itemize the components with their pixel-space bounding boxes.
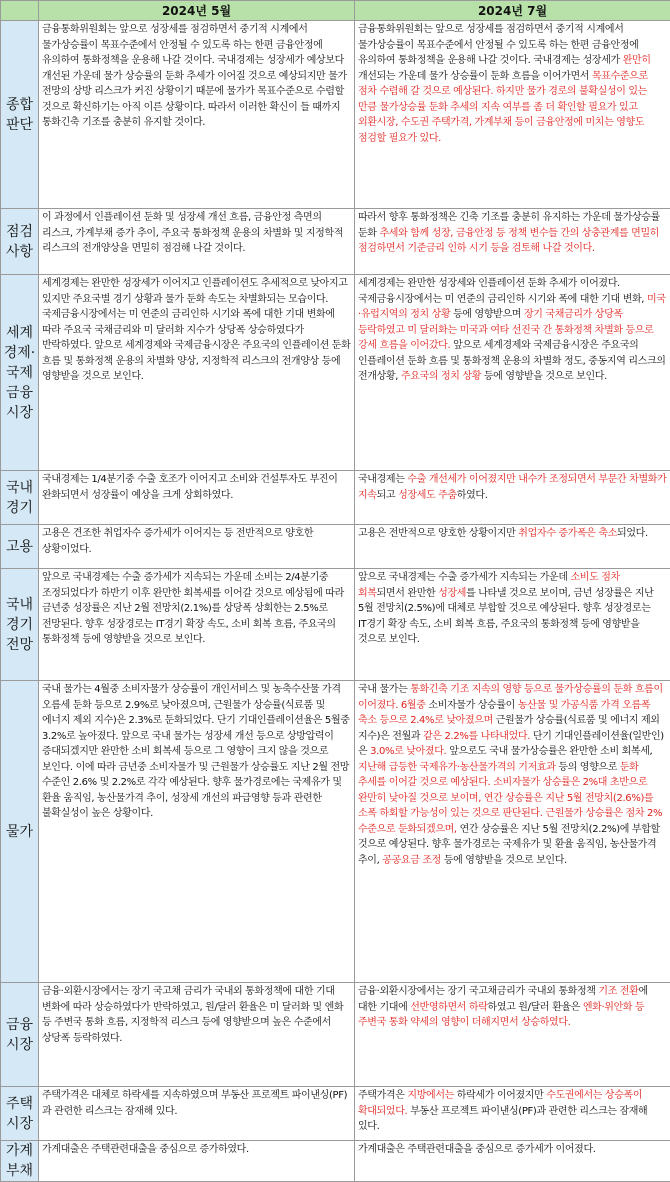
body-text: 단기 기대인플레이션율(일반인)은 bbox=[358, 731, 664, 758]
highlight-text: 장기 국채금리가 상당폭 등락하였고 미 달러화는 미국과 여타 선진국 간 통화정책 차별화 등으로 강세 흐름을 이어갔다. bbox=[358, 309, 653, 351]
table-row bbox=[1, 1141, 670, 1182]
highlight-text: 지난해 급등한 국제유가·농산물가격의 기저효과 bbox=[358, 762, 556, 773]
highlight-text: 3.0%로 낮아졌다. bbox=[370, 746, 446, 757]
body-text: 주택가격은 대체로 하락세를 지속하였으며 부동산 프로젝트 파이낸싱(PF)과 관련한 리스크는 잠재해 있다. bbox=[42, 1090, 347, 1117]
highlight-text: 둔화 추세를 이어갈 것으로 예상된다. 소비자물가 상승률은 2%대 초반으로 완만히 낮아질 것으로 보이며, 연간 상승률은 지난 5월 전망치(2.6%)를 소폭 하회할 가능성이 있는 것으로 판단된다. 근원물가 상승률은 점차 2% 수준으로 둔화되겠으며, bbox=[358, 762, 662, 835]
body-text: 근원물가 상승률(식료품 및 에너지 제외 지수)은 전월과 bbox=[358, 715, 660, 742]
highlight-text: 목표수준으로 점차 수렴해 갈 것으로 예상된다. 하지만 물가 경로의 불확실성이 있는 만큼 물가상승률 둔화 추세의 지속 여부를 좀 더 확인할 필요가 있고 외환시장, 수도권 주택가격, 가계부채 등이 금융안정에 미치는 영향도 점검할 필요가 있다. bbox=[358, 71, 648, 144]
table-row bbox=[1, 209, 670, 275]
body-text: 국내경제는 1/4분기중 수출 호조가 이어지고 소비와 건설투자도 부진이 완화되면서 성장률이 예상을 크게 상회하였다. bbox=[42, 474, 338, 501]
cell-may bbox=[39, 1087, 355, 1141]
body-text: 가계대출은 주택관련대출을 중심으로 증가하였다. bbox=[42, 1144, 249, 1155]
row-category: 고용 bbox=[1, 525, 39, 569]
body-text: 금융·외환시장에서는 장기 국고채 금리가 국내외 통화정책에 대한 기대 변화에 따라 상승하였다가 반락하였고, 원/달러 환율은 미 달러화 및 엔화 등 주변국 통화 흐름, 지정학적 리스크 등에 영향받으며 높은 수준에서 상당폭 등락하였다. bbox=[42, 986, 343, 1044]
body-text: 하락세가 이어졌지만 bbox=[454, 1090, 546, 1101]
body-text: 금융·외환시장에서는 장기 국고채금리가 국내외 통화정책 bbox=[358, 986, 598, 997]
body-text: 가계대출은 주택관련대출을 중심으로 증가세가 이어졌다. bbox=[358, 1144, 596, 1155]
table-row bbox=[1, 569, 670, 681]
header-july: 2024년 7월 bbox=[355, 1, 670, 21]
body-text: 앞으로 국내경제는 수출 증가세가 지속되는 가운데 bbox=[358, 572, 570, 583]
cell-july bbox=[355, 569, 670, 681]
table-body bbox=[1, 21, 670, 1182]
body-text: 세계경제는 완만한 성장세가 이어지고 인플레이션도 추세적으로 낮아지고 있지만 주요국별 경기 상황과 물가 둔화 속도는 차별화되는 모습이다.국제금융시장에서는 미 연준의 금리인하 시기와 폭에 대한 기대 변화에 따라 주요국 국채금리와 미 달러화 지수가 상당폭 상승하였다가 반락하였다. 앞으로 세계경제와 국제금융시장은 주요국의 인플레이션 둔화 흐름 및 통화정책 운용의 차별화 양상, 지정학적 리스크의 전개양상 등에 영향받을 것으로 보인다. bbox=[42, 278, 350, 382]
highlight-text: 성장세 bbox=[438, 588, 466, 599]
highlight-text: 주요국의 정치 상황 bbox=[401, 371, 481, 382]
table-row bbox=[1, 471, 670, 525]
body-text: 등의 영향으로 bbox=[556, 762, 620, 773]
body-text: 소비자물가 상승률이 bbox=[426, 700, 518, 711]
row-category: 국내경기 bbox=[1, 471, 39, 525]
highlight-text: 완만히 bbox=[623, 55, 651, 66]
row-category: 금융시장 bbox=[1, 983, 39, 1087]
body-text: 등에 영향받을 것으로 보인다. bbox=[441, 855, 567, 866]
highlight-text: 선반영하면서 하락 bbox=[410, 1002, 487, 1013]
highlight-text: 소비도 점차 회복 bbox=[358, 572, 620, 599]
body-text: 금융통화위원회는 앞으로 성장세를 점검하면서 중기적 시계에서 물가상승률이 목표수준에서 안정될 수 있도록 하는 한편 금융안정에 유의하여 통화정책을 운용해 나갈 것이다. 국내경제는 성장세가 bbox=[358, 24, 638, 66]
cell-july bbox=[355, 1141, 670, 1182]
row-category: 점검사항 bbox=[1, 209, 39, 275]
cell-may bbox=[39, 681, 355, 983]
highlight-text: 취업자수 증가폭은 축소 bbox=[518, 528, 617, 539]
body-text: 되고 bbox=[377, 490, 398, 501]
highlight-text: 공공요금 조정 bbox=[382, 855, 441, 866]
row-category: 국내경기전망 bbox=[1, 569, 39, 681]
table-row bbox=[1, 983, 670, 1087]
row-category: 종합판단 bbox=[1, 21, 39, 209]
highlight-text: 수출 개선세가 이어졌지만 내수가 조정되면서 부문간 차별화가 지속 bbox=[358, 474, 666, 501]
header-row bbox=[1, 1, 670, 21]
highlight-text: 지방에서는 bbox=[407, 1090, 454, 1101]
cell-july bbox=[355, 983, 670, 1087]
table-row bbox=[1, 681, 670, 983]
header-may: 2024년 5월 bbox=[39, 1, 355, 21]
highlight-text: 통화긴축 기조 지속의 영향 등으로 물가상승률의 둔화 흐름이 이어졌다. 6월중 bbox=[358, 684, 663, 711]
highlight-text: 같은 2.2%를 나타내었다. bbox=[423, 731, 530, 742]
row-category: 물가 bbox=[1, 681, 39, 983]
table-row bbox=[1, 275, 670, 471]
cell-may bbox=[39, 275, 355, 471]
cell-july bbox=[355, 275, 670, 471]
body-text: 부동산 프로젝트 파이낸싱(PF)과 관련한 리스크는 잠재해 있다. bbox=[358, 1106, 647, 1133]
body-text: 이 과정에서 인플레이션 둔화 및 성장세 개선 흐름, 금융안정 측면의 리스크, 가계부채 증가 추이, 주요국 통화정책 운용의 차별화 및 지정학적 리스크의 전개양상을 면밀히 점검해 나갈 것이다. bbox=[42, 212, 343, 254]
body-text: 되면서 완만한 bbox=[377, 588, 439, 599]
body-text: 앞으로 세계경제와 국제금융시장은 주요국의 인플레이션 둔화 흐름 및 통화정책 운용의 차별화 정도, 중동지역 리스크의 전개상황, bbox=[358, 340, 666, 382]
cell-may bbox=[39, 21, 355, 209]
cell-may bbox=[39, 983, 355, 1087]
body-text: 국내 물가는 bbox=[358, 684, 410, 695]
body-text: 에 대한 기대에 bbox=[358, 986, 648, 1013]
body-text: 국내경제는 bbox=[358, 474, 407, 485]
cell-july bbox=[355, 681, 670, 983]
cell-july bbox=[355, 525, 670, 569]
body-text: 개선되는 가운데 물가 상승률이 둔화 흐름을 이어가면서 bbox=[358, 71, 592, 82]
cell-may bbox=[39, 569, 355, 681]
body-text: 국내 물가는 4월중 소비자물가 상승률이 개인서비스 및 농축수산물 가격 오름세 둔화 등으로 2.9%로 낮아졌으며, 근원물가 상승률(식료품 및 에너지 제외 지수)은 2.3%로 둔화되었다. 단기 기대인플레이션율은 5월중 3.2%로 높아졌다. 앞으로 국내 물가는 성장세 개선 등으로 상방압력이 증대되겠지만 완만한 소비 회복세 등으로 그 영향이 크지 않을 것으로 보인다. 이에 따라 금년중 소비자물가 및 근원물가 상승률도 지난 2월 전망 수준인 2.6% 및 2.2%로 각각 예상된다. 향후 물가경로에는 국제유가 및 환율 움직임, 농산물가격 추이, 성장세 개선의 파급영향 등과 관련한 불확실성이 높은 상황이다. bbox=[42, 684, 350, 819]
body-text: 등에 영향받으며 bbox=[450, 309, 524, 320]
header-corner bbox=[1, 1, 39, 21]
body-text: 고용은 견조한 취업자수 증가세가 이어지는 등 전반적으로 양호한 상황이었다. bbox=[42, 528, 313, 555]
highlight-text: 추세와 함께 성장, 금융안정 등 정책 변수들 간의 상충관계를 면밀히 점검하면서 기준금리 인하 시기 등을 검토해 나갈 것이다. bbox=[358, 228, 659, 255]
body-text: 등에 영향받을 것으로 보인다. bbox=[481, 371, 607, 382]
highlight-text: 기조 전환 bbox=[598, 986, 638, 997]
body-text: 하였고 원/달러 환율은 bbox=[488, 1002, 583, 1013]
table-row bbox=[1, 21, 670, 209]
cell-may bbox=[39, 209, 355, 275]
row-category: 가계부채 bbox=[1, 1141, 39, 1182]
body-text: 앞으로 국내경제는 수출 증가세가 지속되는 가운데 소비는 2/4분기중 조정되었다가 하반기 이후 완만한 회복세를 이어갈 것으로 예상됨에 따라 금년중 성장률은 지난 2월 전망치(2.1%)를 상당폭 상회한는 2.5%로 전망된다. 향후 성장경로는 IT경기 확장 속도, 소비 회복 흐름, 주요국의 통화정책 등에 영향받을 것으로 보인다. bbox=[42, 572, 344, 645]
highlight-text: 엔화·위안화 등 주변국 통화 약세의 영향이 더해지면서 상승하였다. bbox=[358, 1002, 644, 1029]
highlight-text: 농산물 및 가공식품 가격 오름폭 축소 등으로 2.4%로 낮아졌으며 bbox=[358, 700, 650, 727]
cell-may bbox=[39, 1141, 355, 1182]
cell-may bbox=[39, 525, 355, 569]
cell-july bbox=[355, 209, 670, 275]
body-text: 고용은 전반적으로 양호한 상황이지만 bbox=[358, 528, 518, 539]
body-text: 따라서 향후 통화정책은 긴축 기조를 충분히 유지하는 가운데 물가상승률 둔화 bbox=[358, 212, 660, 239]
body-text: 금융통화위원회는 앞으로 성장세를 점검하면서 중기적 시계에서 물가상승률이 목표수준에서 안정될 수 있도록 하는 한편 금융안정에 유의하여 통화정책을 운용해 나갈 것이다. 국내경제는 성장세가 예상보다 개선된 가운데 물가 상승률의 둔화 추세가 이어질 것으로 예상되지만 물가 전망의 상방 리스크가 커진 상황이기 때문에 물가가 목표수준으로 수렴할 것으로 확신하기는 아직 이른 상황이다. 따라서 이러한 확신이 들 때까지 통화긴축 기조를 충분히 유지할 것이다. bbox=[42, 24, 347, 128]
body-text: 하였다. bbox=[457, 490, 488, 501]
cell-july bbox=[355, 21, 670, 209]
body-text: 를 나타낼 것으로 보이며, 금년 성장률은 지난 5월 전망치(2.5%)에 대체로 부합할 것으로 예상된다. 향후 성장경로는 IT경기 확장 속도, 소비 회복 흐름, 주요국의 통화정책 등에 영향받을 것으로 보인다. bbox=[358, 588, 653, 646]
table-row bbox=[1, 525, 670, 569]
highlight-text: 성장세도 주춤 bbox=[398, 490, 457, 501]
cell-may bbox=[39, 471, 355, 525]
body-text: 되었다. bbox=[617, 528, 648, 539]
table-row bbox=[1, 1087, 670, 1141]
cell-july bbox=[355, 471, 670, 525]
highlight-text: 수도권에서는 상승폭이 확대되었다. bbox=[358, 1090, 642, 1117]
row-category: 주택시장 bbox=[1, 1087, 39, 1141]
body-text: 앞으로도 국내 물가상승률은 완만한 소비 회복세, bbox=[446, 746, 652, 757]
body-text: 연간 상승률은 지난 5월 전망치(2.2%)에 부합할 것으로 예상된다. 향후 물가경로는 국제유가 및 환율 움직임, 농산물가격 추이, bbox=[358, 824, 660, 866]
row-category: 세계경제·국제금융시장 bbox=[1, 275, 39, 471]
body-text: 세계경제는 완만한 성장세와 인플레이션 둔화 추세가 이어졌다. 국제금융시장에서는 미 연준의 금리인하 시기와 폭에 대한 기대 변화, bbox=[358, 278, 647, 305]
cell-july bbox=[355, 1087, 670, 1141]
body-text: 주택가격은 bbox=[358, 1090, 407, 1101]
highlight-text: 미국·유럽지역의 정치 상황 bbox=[358, 294, 666, 321]
